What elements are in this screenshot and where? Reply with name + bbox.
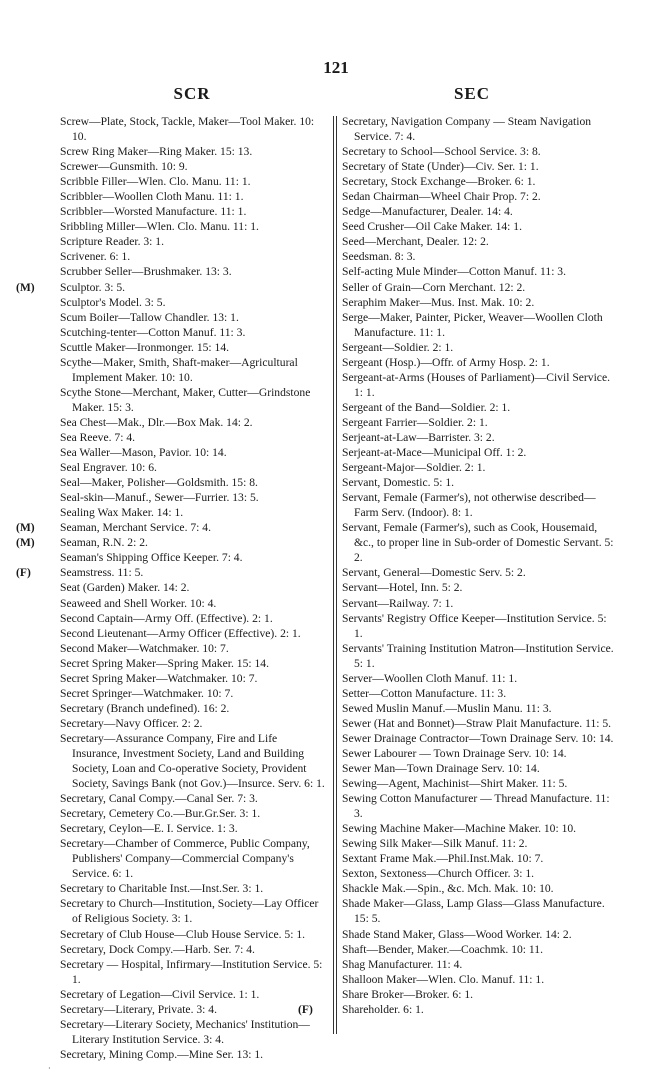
entry-text: Scythe—Maker, Smith, Shaft-maker—Agricultural Implement Maker. 10: 10.	[60, 355, 298, 384]
index-entry	[342, 791, 614, 821]
entry-text: Server—Woollen Cloth Manuf. 11: 1.	[342, 671, 518, 685]
index-entry	[60, 701, 328, 716]
index-entry	[342, 851, 614, 866]
entry-text: Sea Waller—Mason, Pavior. 10: 14.	[60, 446, 227, 460]
index-entry	[60, 505, 328, 520]
entry-text: Secretary—Chamber of Commerce, Public Company, Publishers' Company—Commercial Company's Service. 6: 1.	[60, 837, 310, 881]
entry-text: Secretary of State (Under)—Civ. Ser. 1: 1.	[342, 160, 539, 174]
entry-text: Sea Reeve. 7: 4.	[60, 430, 136, 444]
entry-text: Servant, Female (Farmer's), not otherwise described—Farm Serv. (Indoor). 8: 1.	[342, 491, 596, 520]
entry-text: Secret Spring Maker—Spring Maker. 15: 14.	[60, 656, 269, 670]
index-entry	[60, 942, 328, 957]
index-entry	[60, 460, 328, 475]
entry-text: Sergeant Farrier—Soldier. 2: 1.	[342, 415, 488, 429]
sex-marker: (M)	[16, 280, 35, 294]
index-entry	[60, 791, 328, 806]
entry-text: Secret Springer—Watchmaker. 10: 7.	[60, 686, 234, 700]
entry-text: Scythe Stone—Merchant, Maker, Cutter—Grindstone Maker. 15: 3.	[60, 385, 311, 414]
entry-text: Serjeant-at-Mace—Municipal Off. 1: 2.	[342, 446, 527, 460]
index-entry	[60, 686, 328, 701]
index-entry	[342, 881, 614, 896]
index-entry	[342, 942, 614, 957]
index-entry	[342, 234, 614, 249]
entry-text: Servant—Hotel, Inn. 5: 2.	[342, 581, 463, 595]
entry-text: Seaman, Merchant Service. 7: 4.	[60, 521, 211, 535]
entry-text: Sewing—Agent, Machinist—Shirt Maker. 11: 5.	[342, 777, 568, 791]
index-entry	[298, 1002, 614, 1017]
index-entry	[60, 626, 328, 641]
index-entry	[60, 1047, 328, 1062]
index-entry	[60, 806, 328, 821]
entry-text: Sewer Labourer — Town Drainage Serv. 10: 14.	[342, 746, 567, 760]
index-entry	[60, 234, 328, 249]
entry-text: Shade Stand Maker, Glass—Wood Worker. 14: 2.	[342, 927, 572, 941]
entry-text: Screw—Plate, Stock, Tackle, Maker—Tool Maker. 10: 10.	[60, 115, 315, 144]
index-entry	[60, 114, 328, 144]
entry-text: Secretary, Cemetery Co.—Bur.Gr.Ser. 3: 1.	[60, 807, 261, 821]
entry-text: Seat (Garden) Maker. 14: 2.	[60, 581, 190, 595]
index-entry	[342, 340, 614, 355]
entry-text: Secretary, Dock Compy.—Harb. Ser. 7: 4.	[60, 942, 255, 956]
entry-text: Secretary, Ceylon—E. I. Service. 1: 3.	[60, 822, 238, 836]
entry-text: Scripture Reader. 3: 1.	[60, 235, 164, 249]
entry-text: Servant, Domestic. 5: 1.	[342, 476, 455, 490]
entry-text: Shareholder. 6: 1.	[342, 1002, 424, 1016]
entry-text: Sedge—Manufacturer, Dealer. 14: 4.	[342, 205, 513, 219]
index-entry	[342, 445, 614, 460]
index-entry	[342, 310, 614, 340]
index-entry	[342, 400, 614, 415]
column-divider	[336, 116, 337, 1034]
entry-text: Servant—Railway. 7: 1.	[342, 596, 454, 610]
index-entry	[342, 957, 614, 972]
index-entry	[342, 204, 614, 219]
entry-text: Secretary, Canal Compy.—Canal Ser. 7: 3.	[60, 792, 258, 806]
entry-text: Second Lieutenant—Army Officer (Effective). 2: 1.	[60, 626, 301, 640]
entry-text: Self-acting Mule Minder—Cotton Manuf. 11: 3.	[342, 265, 567, 279]
index-entry	[342, 641, 614, 671]
index-entry	[60, 204, 328, 219]
entry-text: Sewing Machine Maker—Machine Maker. 10: 10.	[342, 822, 577, 836]
entry-text: Scribbler—Worsted Manufacture. 11: 1.	[60, 205, 247, 219]
entry-text: Servant, General—Domestic Serv. 5: 2.	[342, 566, 526, 580]
index-entry	[342, 866, 614, 881]
index-entry	[60, 159, 328, 174]
sex-marker: (M)	[16, 521, 35, 535]
entry-text: Share Broker—Broker. 6: 1.	[342, 987, 474, 1001]
index-entry	[60, 881, 328, 896]
entry-text: Seller of Grain—Corn Merchant. 12: 2.	[342, 280, 526, 294]
index-entry	[60, 836, 328, 881]
index-entry	[342, 280, 614, 295]
index-entry	[60, 987, 328, 1002]
entry-text: Shade Maker—Glass, Lamp Glass—Glass Manufacture. 15: 5.	[342, 897, 605, 926]
index-entry	[342, 460, 614, 475]
sex-marker: (F)	[16, 566, 31, 580]
entry-text: Secretary—Literary, Private. 3: 4.	[60, 1002, 217, 1016]
entry-text: Secretary, Navigation Company — Steam Navigation Service. 7: 4.	[342, 115, 592, 144]
entry-text: Sewed Muslin Manuf.—Muslin Manu. 11: 3.	[342, 701, 552, 715]
entry-text: Secretary (Branch undefined). 16: 2.	[60, 701, 230, 715]
index-entry	[60, 174, 328, 189]
index-entry	[342, 264, 614, 279]
entry-text: Sribbling Miller—Wlen. Clo. Manu. 11: 1.	[60, 220, 259, 234]
entry-text: Screw Ring Maker—Ring Maker. 15: 13.	[60, 145, 253, 159]
entry-text: Sergeant (Hosp.)—Offr. of Army Hosp. 2: 1.	[342, 355, 550, 369]
entry-text: Servants' Registry Office Keeper—Institution Service. 5: 1.	[342, 611, 607, 640]
index-entry	[342, 776, 614, 791]
index-entry	[60, 1002, 328, 1017]
index-entry	[342, 189, 614, 204]
entry-text: Shaft—Bender, Maker.—Coachmk. 10: 11.	[342, 942, 543, 956]
entry-text: Serge—Maker, Painter, Picker, Weaver—Woollen Cloth Manufacture. 11: 1.	[342, 310, 603, 339]
entry-text: Secretary—Literary Society, Mechanics' Institution—Literary Institution Service. 3: 4.	[60, 1017, 310, 1046]
entry-text: Secretary to School—School Service. 3: 8.	[342, 145, 541, 159]
index-entry	[60, 445, 328, 460]
index-entry	[60, 415, 328, 430]
entry-text: Seaweed and Shell Worker. 10: 4.	[60, 596, 217, 610]
entry-text: Seamstress. 11: 5.	[60, 566, 144, 580]
index-entry	[60, 927, 328, 942]
index-entry	[60, 671, 328, 686]
index-entry	[342, 174, 614, 189]
index-entry	[342, 821, 614, 836]
index-entry	[60, 430, 328, 445]
index-entry	[342, 370, 614, 400]
entry-text: Sergeant—Soldier. 2: 1.	[342, 340, 454, 354]
entry-text: Second Captain—Army Off. (Effective). 2: 1.	[60, 611, 273, 625]
index-entry	[60, 490, 328, 505]
entry-text: Serjeant-at-Law—Barrister. 3: 2.	[342, 430, 495, 444]
entry-text: Secretary, Stock Exchange—Broker. 6: 1.	[342, 175, 536, 189]
entry-text: Sculptor. 3: 5.	[60, 280, 126, 294]
entry-text: Seaman's Shipping Office Keeper. 7: 4.	[60, 551, 243, 565]
entry-text: Seraphim Maker—Mus. Inst. Mak. 10: 2.	[342, 295, 535, 309]
index-entry	[60, 1017, 328, 1047]
index-entry	[60, 716, 328, 731]
entry-text: Sculptor's Model. 3: 5.	[60, 295, 166, 309]
index-entry	[342, 430, 614, 445]
entry-text: Secretary to Church—Institution, Society—Lay Officer of Religious Society. 3: 1.	[60, 897, 319, 926]
index-entry	[342, 144, 614, 159]
index-entry	[60, 310, 328, 325]
index-entry	[16, 565, 328, 580]
index-entry	[60, 325, 328, 340]
right-column	[298, 114, 614, 1017]
index-entry	[16, 535, 328, 550]
index-entry	[342, 896, 614, 926]
index-entry	[342, 761, 614, 776]
entry-text: Screwer—Gunsmith. 10: 9.	[60, 160, 188, 174]
entry-text: Secretary of Legation—Civil Service. 1: 1.	[60, 987, 260, 1001]
index-entry	[60, 957, 328, 987]
index-entry	[60, 641, 328, 656]
index-entry	[342, 987, 614, 1002]
index-entry	[60, 249, 328, 264]
index-entry	[60, 355, 328, 385]
entry-text: Seedsman. 8: 3.	[342, 250, 416, 264]
entry-text: Sextant Frame Mak.—Phil.Inst.Mak. 10: 7.	[342, 852, 544, 866]
entry-text: Seal-skin—Manuf., Sewer—Furrier. 13: 5.	[60, 491, 259, 505]
index-entry	[60, 896, 328, 926]
index-entry	[342, 490, 614, 520]
index-entry	[342, 565, 614, 580]
entry-text: Sewer Drainage Contractor—Town Drainage Serv. 10: 14.	[342, 731, 614, 745]
entry-text: Secretary of Club House—Club House Service. 5: 1.	[60, 927, 306, 941]
entry-text: Sewing Cotton Manufacturer — Thread Manufacture. 11: 3.	[342, 792, 610, 821]
entry-text: Scutching-tenter—Cotton Manuf. 11: 3.	[60, 325, 246, 339]
index-entry	[60, 264, 328, 279]
entry-text: Shackle Mak.—Spin., &c. Mch. Mak. 10: 10.	[342, 882, 554, 896]
index-entry	[60, 596, 328, 611]
index-entry	[342, 219, 614, 234]
index-entry	[342, 686, 614, 701]
index-entry	[342, 249, 614, 264]
left-column	[16, 114, 328, 1062]
entry-text: Secretary—Navy Officer. 2: 2.	[60, 716, 203, 730]
column-header-right: SEC	[453, 84, 491, 103]
index-entry	[342, 114, 614, 144]
index-entry	[342, 611, 614, 641]
index-entry	[342, 475, 614, 490]
index-entry	[342, 596, 614, 611]
page-number: 121	[323, 58, 349, 77]
sex-marker: (F)	[298, 1002, 313, 1016]
entry-text: Secret Spring Maker—Watchmaker. 10: 7.	[60, 671, 258, 685]
entry-text: Scrivener. 6: 1.	[60, 250, 131, 264]
entry-text: Scuttle Maker—Ironmonger. 15: 14.	[60, 340, 230, 354]
column-divider	[333, 116, 334, 1034]
entry-text: Servant, Female (Farmer's), such as Cook, Housemaid, &c., to proper line in Sub-order of Domestic Servant. 5: 2.	[342, 521, 614, 565]
entry-text: Secretary — Hospital, Infirmary—Institution Service. 5: 1.	[60, 957, 323, 986]
index-entry	[342, 716, 614, 731]
index-entry	[60, 295, 328, 310]
entry-text: Sealing Wax Maker. 14: 1.	[60, 506, 184, 520]
entry-text: Scrubber Seller—Brushmaker. 13: 3.	[60, 265, 232, 279]
entry-text: Scribble Filler—Wlen. Clo. Manu. 11: 1.	[60, 175, 251, 189]
index-entry	[342, 701, 614, 716]
entry-text: Sewing Silk Maker—Silk Manuf. 11: 2.	[342, 837, 528, 851]
entry-text: Seal—Maker, Polisher—Goldsmith. 15: 8.	[60, 476, 258, 490]
entry-text: Sewer Man—Town Drainage Serv. 10: 14.	[342, 762, 540, 776]
index-entry	[342, 836, 614, 851]
entry-text: Scum Boiler—Tallow Chandler. 13: 1.	[60, 310, 239, 324]
index-entry	[342, 159, 614, 174]
index-entry	[16, 280, 328, 295]
entry-text: Seed—Merchant, Dealer. 12: 2.	[342, 235, 489, 249]
index-entry	[342, 355, 614, 370]
entry-text: Sergeant of the Band—Soldier. 2: 1.	[342, 400, 511, 414]
index-entry	[60, 189, 328, 204]
index-entry	[342, 746, 614, 761]
entry-text: Secretary, Mining Comp.—Mine Ser. 13: 1.	[60, 1047, 264, 1061]
index-entry	[60, 656, 328, 671]
index-entry	[342, 520, 614, 565]
index-entry	[342, 731, 614, 746]
index-entry	[60, 475, 328, 490]
index-entry	[342, 972, 614, 987]
index-entry	[60, 385, 328, 415]
index-entry	[60, 550, 328, 565]
entry-text: Seaman, R.N. 2: 2.	[60, 536, 148, 550]
entry-text: Sea Chest—Mak., Dlr.—Box Mak. 14: 2.	[60, 415, 253, 429]
index-entry	[342, 580, 614, 595]
index-entry	[60, 611, 328, 626]
entry-text: Sewer (Hat and Bonnet)—Straw Plait Manufacture. 11: 5.	[342, 716, 612, 730]
entry-text: Seal Engraver. 10: 6.	[60, 461, 157, 475]
entry-text: Scribbler—Woollen Cloth Manu. 11: 1.	[60, 190, 244, 204]
sex-marker: (M)	[16, 536, 35, 550]
index-entry	[342, 295, 614, 310]
index-entry	[342, 927, 614, 942]
entry-text: Sexton, Sextoness—Church Officer. 3: 1.	[342, 867, 535, 881]
index-entry	[60, 821, 328, 836]
entry-text: Sedan Chairman—Wheel Chair Prop. 7: 2.	[342, 190, 541, 204]
column-header-left: SCR	[173, 84, 211, 103]
entry-text: Setter—Cotton Manufacture. 11: 3.	[342, 686, 507, 700]
index-entry	[16, 520, 328, 535]
entry-text: Shag Manufacturer. 11: 4.	[342, 957, 463, 971]
index-entry	[60, 580, 328, 595]
index-entry	[342, 671, 614, 686]
entry-text: Secretary to Charitable Inst.—Inst.Ser. 3: 1.	[60, 882, 264, 896]
index-entry	[60, 731, 328, 791]
entry-text: Seed Crusher—Oil Cake Maker. 14: 1.	[342, 220, 522, 234]
index-entry	[60, 219, 328, 234]
index-entry	[342, 415, 614, 430]
index-entry	[60, 340, 328, 355]
entry-text: Secretary—Assurance Company, Fire and Life Insurance, Investment Society, Land and Building Society, Loan and Co-operative Society, Provident Society, Savings Bank (not Gov.)—Insurce. Serv. 6: 1.	[60, 731, 325, 791]
index-entry	[60, 144, 328, 159]
entry-text: Second Maker—Watchmaker. 10: 7.	[60, 641, 229, 655]
entry-text: Servants' Training Institution Matron—Institution Service. 5: 1.	[342, 641, 614, 670]
entry-text: Shalloon Maker—Wlen. Clo. Manuf. 11: 1.	[342, 972, 545, 986]
entry-text: Sergeant-Major—Soldier. 2: 1.	[342, 461, 486, 475]
margin-mark: ·	[48, 1064, 51, 1073]
entry-text: Sergeant-at-Arms (Houses of Parliament)—Civil Service. 1: 1.	[342, 370, 610, 399]
